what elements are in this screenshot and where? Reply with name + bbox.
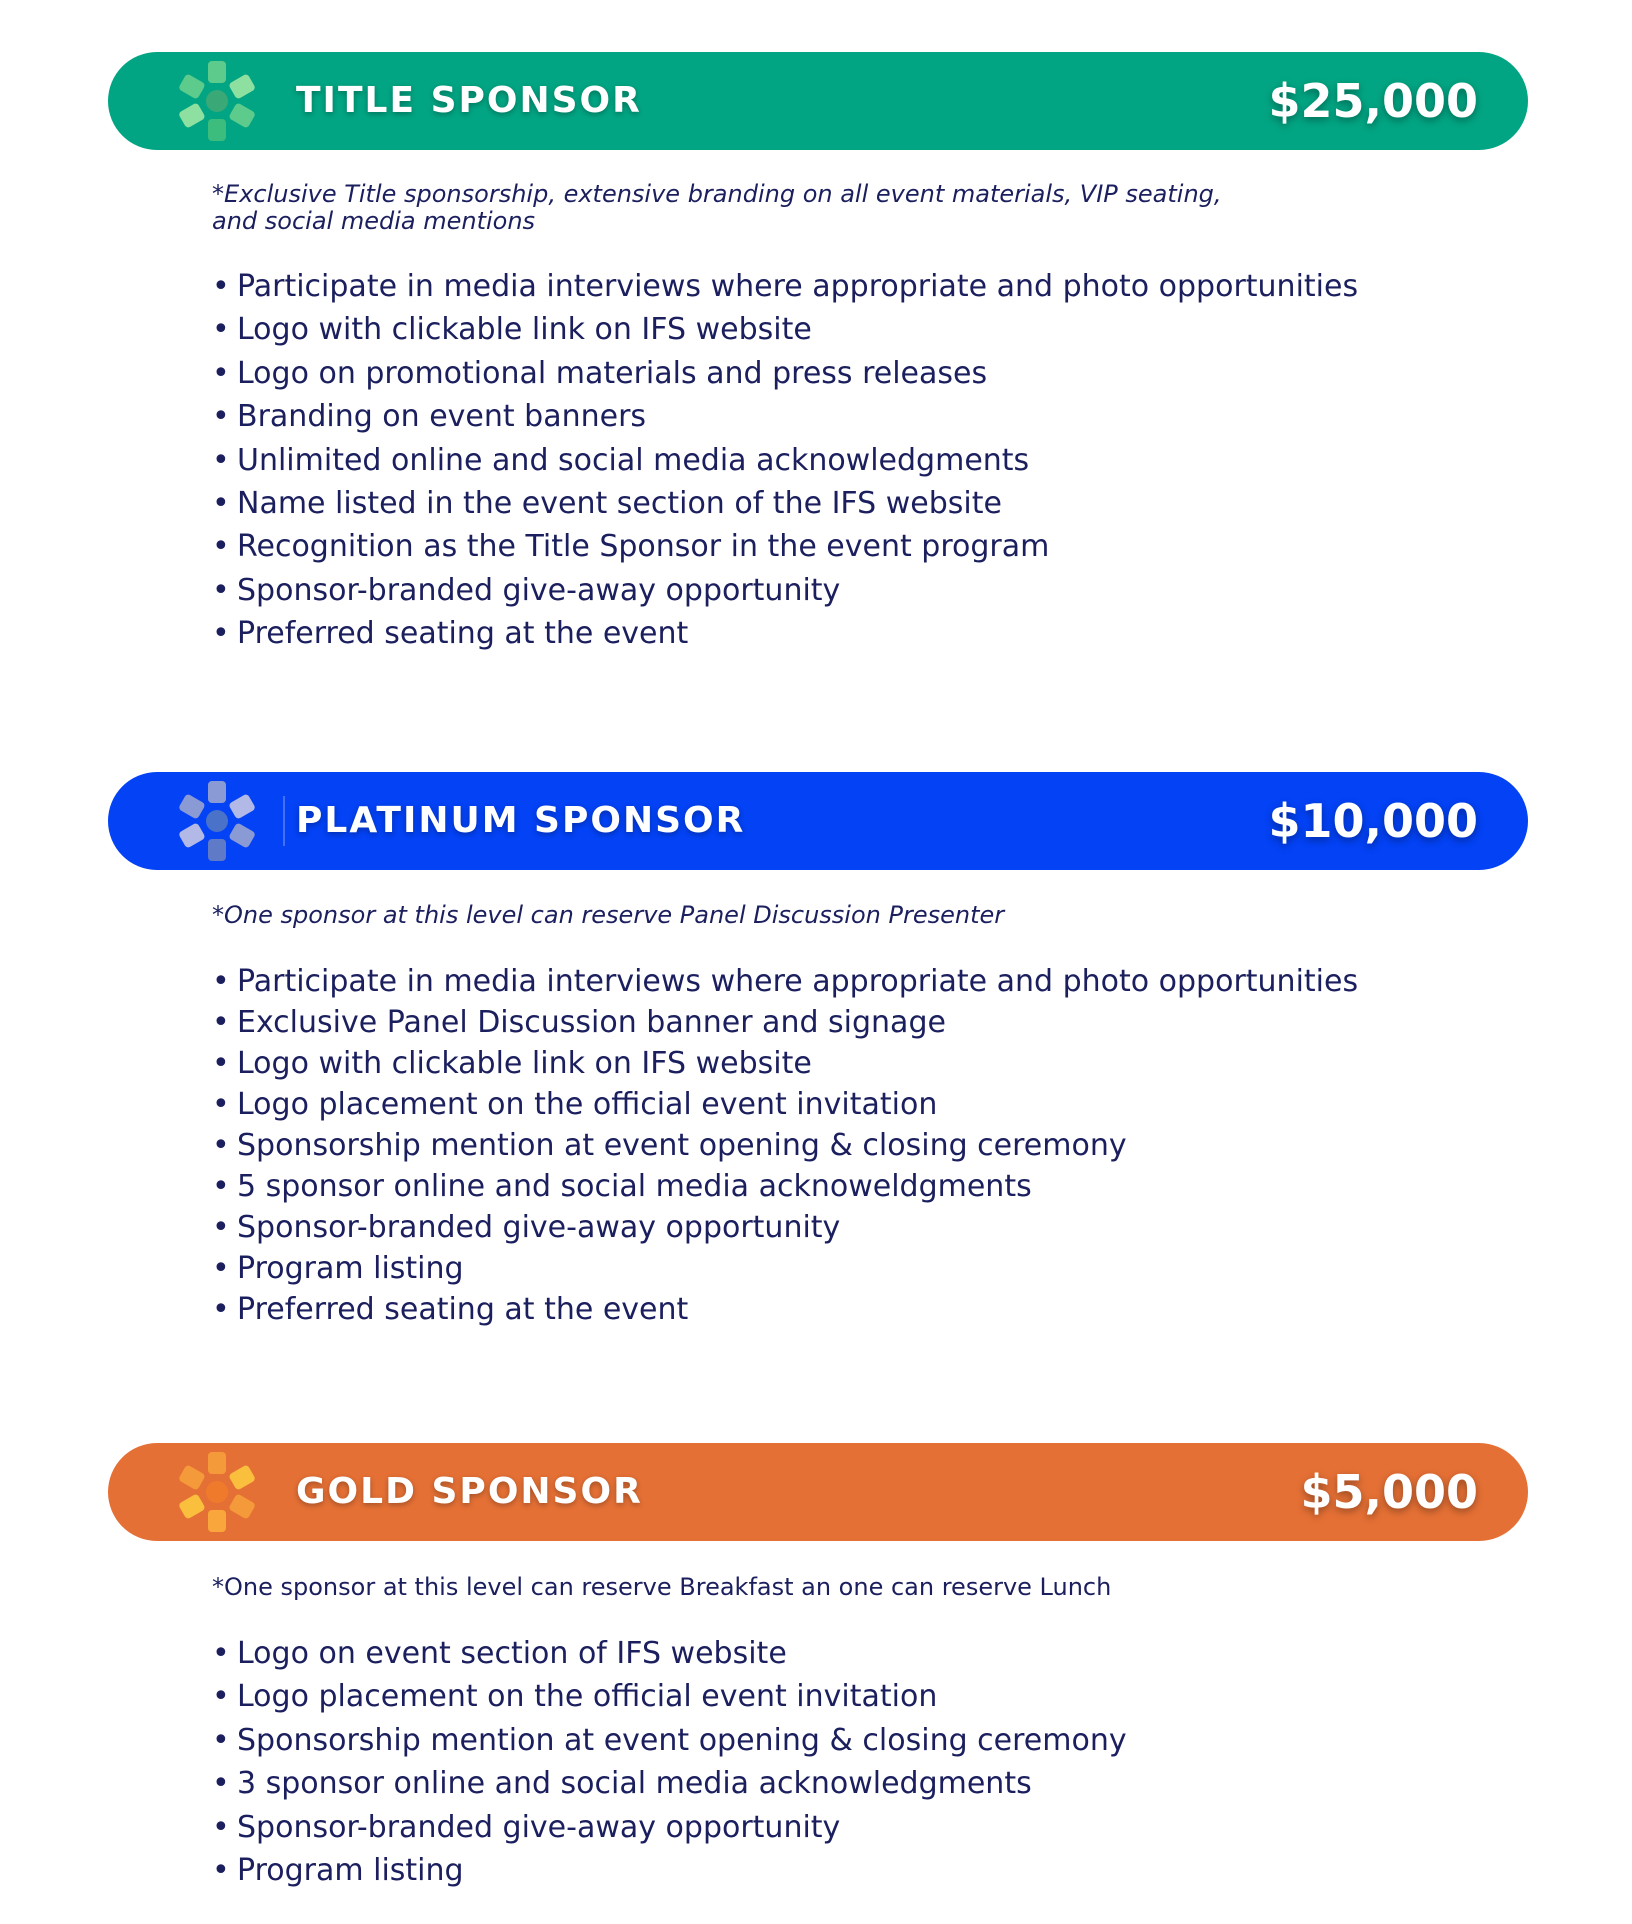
list-item: • Name listed in the event section of the IFS website [212,485,1002,521]
tier-banner [108,52,1528,150]
tier-note: *Exclusive Title sponsorship, extensive branding on all event materials, VIP seating, and social media mentions [212,180,1222,235]
list-item: • Logo with clickable link on IFS website [212,312,812,348]
list-item: • Logo with clickable link on IFS website [212,1046,812,1081]
list-item: • Participate in media interviews where appropriate and photo opportunities [212,964,1359,999]
tier-note: *One sponsor at this level can reserve Breakfast an one can reserve Lunch [212,1573,1112,1601]
list-item: • Branding on event banners [212,399,647,435]
list-item: • Participate in media interviews where appropriate and photo opportunities [212,269,1359,304]
list-item: • Sponsorship mention at event opening & closing ceremony [212,1722,1127,1758]
list-item: • Preferred seating at the event [212,1292,689,1327]
tier-banner [108,772,1528,870]
tier-name: PLATINUM SPONSOR [296,800,746,841]
list-item: • Logo placement on the official event invitation [212,1087,938,1122]
list-item: • 3 sponsor online and social media acknowledgments [212,1766,1032,1802]
list-item: • Sponsor-branded give-away opportunity [212,572,841,608]
benefit-list [212,1632,1127,1892]
benefit-list [212,961,1358,1330]
tier-name: TITLE SPONSOR [296,80,642,121]
list-item: • Sponsor-branded give-away opportunity [212,1809,841,1845]
list-item: • Recognition as the Title Sponsor in the event program [212,529,1050,565]
list-item: • Unlimited online and social media acknowledgments [212,442,1030,478]
list-item: • 5 sponsor online and social media acknoweldgments [212,1169,1032,1204]
tier-banner [108,1443,1528,1541]
tier-price: $25,000 [1268,74,1478,128]
tier-note: *One sponsor at this level can reserve Panel Discussion Presenter [212,901,1005,929]
tier-price: $10,000 [1268,794,1478,848]
list-item: • Logo on promotional materials and press releases [212,355,988,391]
banner-divider [283,796,285,846]
list-item: • Program listing [212,1251,464,1286]
list-item: • Preferred seating at the event [212,616,689,652]
benefit-list [212,265,1358,656]
flower-logo-icon [174,1449,260,1535]
tier-name: GOLD SPONSOR [296,1471,643,1512]
list-item: • Logo on event section of IFS website [212,1636,787,1671]
list-item: • Exclusive Panel Discussion banner and signage [212,1005,946,1040]
tier-price: $5,000 [1300,1465,1478,1519]
list-item: • Sponsorship mention at event opening & closing ceremony [212,1128,1127,1163]
list-item: • Sponsor-branded give-away opportunity [212,1210,841,1245]
flower-logo-icon [174,58,260,144]
list-item: • Logo placement on the official event invitation [212,1679,938,1715]
list-item: • Program listing [212,1852,464,1888]
flower-logo-icon [174,778,260,864]
